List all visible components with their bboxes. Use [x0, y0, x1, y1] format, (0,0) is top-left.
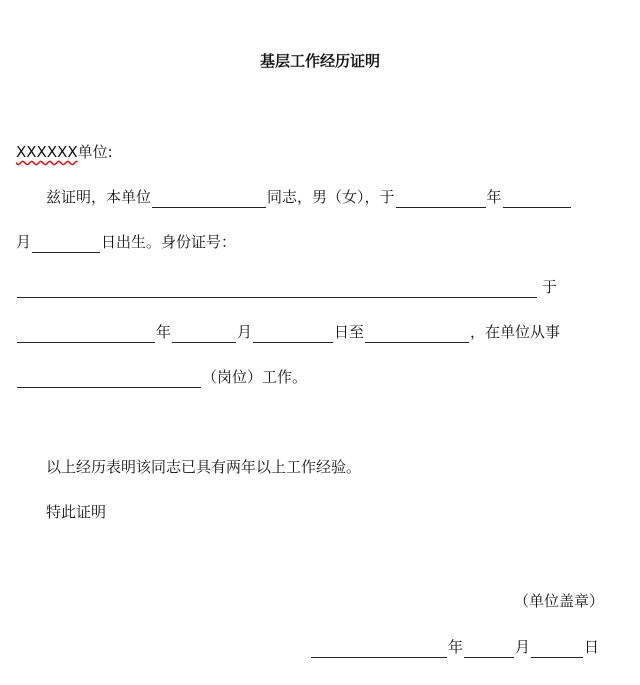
paragraph-line-4: [16, 321, 560, 343]
signature-date-line: [310, 636, 599, 658]
paragraph-line-1: [46, 186, 572, 208]
name-blank: [152, 189, 266, 208]
line1-text-c: 年: [486, 188, 502, 206]
end-date-blank: [365, 324, 469, 343]
line4-text-d: ，在单位从事: [470, 323, 561, 341]
seal-note: （单位盖章）: [514, 592, 605, 610]
addressee-suffix: 单位:: [77, 143, 113, 161]
sign-year-label: 年: [448, 638, 464, 656]
line4-text-b: 月: [237, 323, 253, 341]
line2-text-a: 月: [16, 233, 32, 251]
sign-year-blank: [311, 639, 447, 658]
position-blank: [17, 369, 201, 388]
statement-text: 以上经历表明该同志已具有两年以上工作经验。: [46, 458, 362, 476]
line5-text-a: （岗位）工作。: [202, 368, 308, 386]
start-day-blank: [253, 324, 333, 343]
seal-note-line: [514, 590, 604, 612]
closing-line: [46, 501, 106, 523]
statement-line: [46, 456, 361, 478]
start-year-blank: [17, 324, 155, 343]
line4-text-c: 日至: [334, 323, 365, 341]
addressee-name: XXXXXX: [16, 143, 78, 161]
birth-year-blank: [396, 189, 486, 208]
sign-day-label: 日: [584, 638, 600, 656]
sign-month-blank: [464, 639, 514, 658]
start-month-blank: [172, 324, 236, 343]
birth-day-blank: [32, 234, 100, 253]
line1-text-b: 同志，男（女），于: [267, 188, 395, 206]
addressee-line: [16, 141, 113, 163]
birth-month-blank-part1: [503, 189, 571, 208]
line2-text-b: 日出生。身份证号：: [101, 233, 237, 251]
id-number-blank: [17, 279, 537, 298]
document-title: 基层工作经历证明: [259, 52, 380, 70]
sign-month-label: 月: [515, 638, 531, 656]
closing-text: 特此证明: [46, 503, 107, 521]
line4-text-a: 年: [156, 323, 172, 341]
paragraph-line-5: [16, 366, 307, 388]
paragraph-line-3: [16, 276, 557, 298]
line3-text-a: 于: [542, 278, 558, 296]
line1-text-a: 兹证明，本单位: [46, 188, 152, 206]
paragraph-line-2: [16, 231, 236, 253]
sign-day-blank: [531, 639, 583, 658]
